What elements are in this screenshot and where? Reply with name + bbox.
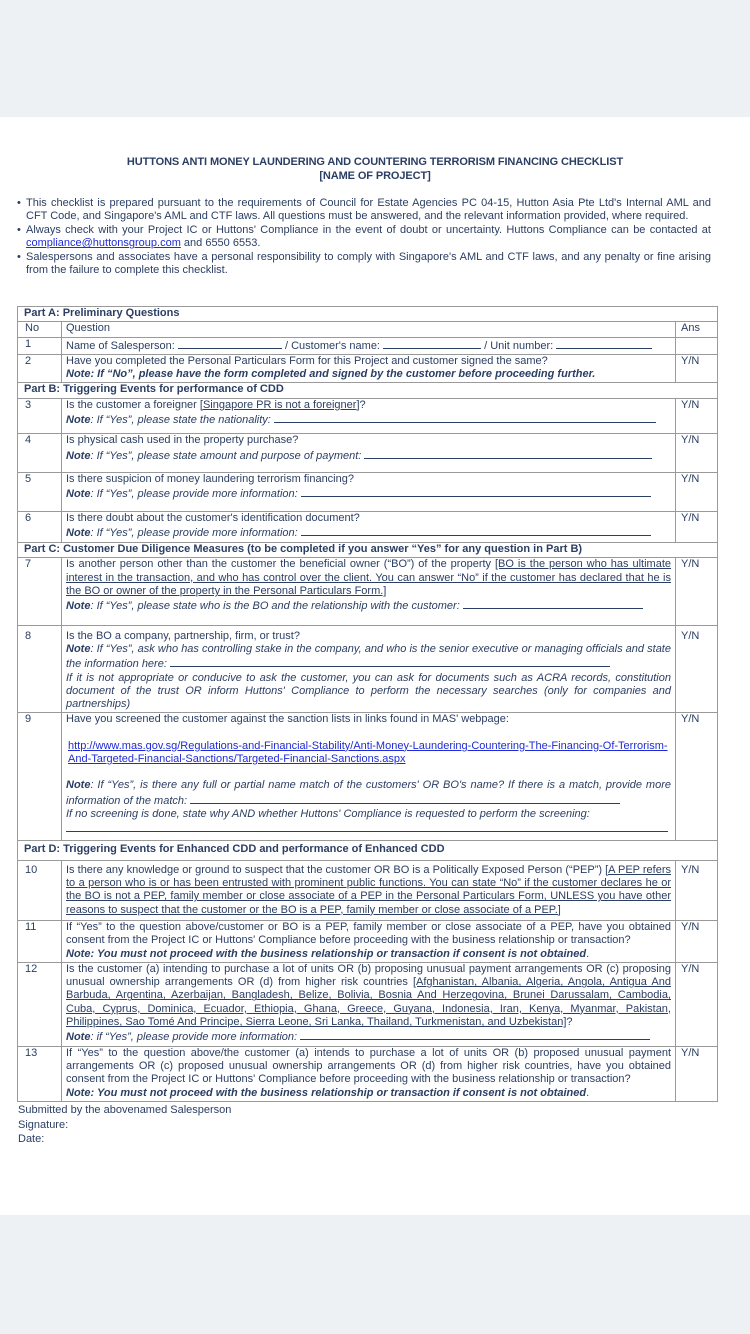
answer-cell[interactable]: Y/N	[676, 511, 718, 543]
table-row-q13: 13 If “Yes” to the question above/the customer (a) intends to purchase a lot of units OR (b) proposed unusual payment arrangements OR (c) proposed unusual ownership arrangements OR (d) from higher risk countries, have you obtained consent from the Project IC or Huttons' Compliance before proceeding with the business relationship or transaction? Note: You must not proceed with the business relationship or transaction if consent is not obtained. Y/N	[18, 1046, 718, 1101]
table-row-q12: 12 Is the customer (a) intending to purchase a lot of units OR (b) proposing unusual payment arrangements OR (c) proposing unusual ownership arrangements OR (d) from higher risk countries [Afghanistan, Albania, Algeria, Angola, Antigua And Barbuda, Argentina, Azerbaijan, Bangladesh, Belize, Bolivia, Bosnia And Herzegovina, Brunei Darussalam, Cambodia, Cuba, Cyprus, Dominica, Ecuador, Ethiopia, Ghana, Greece, Guyana, Indonesia, Iran, Kenya, Myanmar, Pakistan, Philippines, Sao Tomé And Principe, Sierra Leone, Sri Lanka, Thailand, Turkmenistan, and Uzbekistan]? Note: if “Yes”, please provide more information: Y/N	[18, 962, 718, 1046]
mas-sanctions-link[interactable]: http://www.mas.gov.sg/Regulations-and-Financial-Stability/Anti-Money-Laundering-Countering-The-Financing-Of-Terrorism-And-Targeted-Financial-Sanctions/Targeted-Financial-Sanctions.aspx	[68, 739, 668, 766]
unit-number-field[interactable]	[556, 338, 652, 349]
table-header-row	[18, 322, 718, 337]
answer-cell[interactable]: Y/N	[676, 713, 718, 840]
part-d-header: Part D: Triggering Events for Enhanced CDD and performance of Enhanced CDD	[18, 840, 718, 860]
table-row-q4: 4 Is physical cash used in the property purchase? Note: If “Yes”, please state amount and purpose of payment: Y/N	[18, 434, 718, 473]
table-row-q3: 3 Is the customer a foreigner [Singapore PR is not a foreigner]? Note: If “Yes”, please state the nationality: Y/N	[18, 398, 718, 434]
answer-cell[interactable]: Y/N	[676, 625, 718, 713]
instruction-item: • This checklist is prepared pursuant to the requirements of Council for Estate Agencies PC 04-15, Hutton Asia Pte Ltd's Internal AML and CFT Code, and Singapore's AML and CTF laws. All questions must be answered, and the relevant information provided, where required.	[17, 197, 711, 224]
answer-cell[interactable]: Y/N	[676, 962, 718, 1046]
table-row-q6: 6 Is there doubt about the customer's identification document? Note: If “Yes”, please provide more information: Y/N	[18, 511, 718, 543]
document-page	[0, 117, 750, 1215]
table-row-q9: 9 Have you screened the customer against the sanction lists in links found in MAS' webpage: http://www.mas.gov.sg/Regulations-and-Financial-Stability/Anti-Money-Laundering-Countering-The-Financing-Of-Terrorism-And-Targeted-Financial-Sanctions/Targeted-Financial-Sanctions.aspx Note: If “Yes”, is there any full or partial name match of the customers' OR BO's name? If there is a match, provide more information of the match: If no screening is done, state why AND whether Huttons' Compliance is requested to perform the screening: Y/N	[18, 713, 718, 840]
nationality-field[interactable]	[274, 412, 656, 423]
instructions-list	[17, 197, 711, 277]
document-title	[0, 155, 750, 183]
screening-reason-field[interactable]	[66, 821, 668, 832]
instruction-item: • Salespersons and associates have a personal responsibility to comply with Singapore's AML and CTF laws, and any penalty or fine arising from the failure to complete this checklist.	[17, 251, 711, 278]
checklist-title: HUTTONS ANTI MONEY LAUNDERING AND COUNTERING TERRORISM FINANCING CHECKLIST	[126, 156, 624, 168]
bo-relationship-field[interactable]	[463, 598, 643, 609]
table-row-q8: 8 Is the BO a company, partnership, firm, or trust? Note: If “Yes”, ask who has controlling stake in the company, and who is the senior executive or managing officials and state the information here: If it is not appropriate or conducive to ask the customer, you can ask for documents such as ACRA records, constitution document of the trust OR inform Huttons' Compliance to perform the necessary searches (only for companies and partnerships) Y/N	[18, 625, 718, 713]
answer-cell[interactable]: Y/N	[676, 920, 718, 962]
column-header-question: Question	[62, 322, 676, 337]
answer-cell[interactable]: Y/N	[676, 860, 718, 920]
column-header-ans: Ans	[676, 322, 718, 337]
answer-cell[interactable]: Y/N	[676, 472, 718, 511]
compliance-email-link[interactable]: compliance@huttonsgroup.com	[26, 237, 181, 250]
date-label: Date:	[18, 1133, 45, 1145]
answer-cell[interactable]: Y/N	[676, 354, 718, 383]
suspicion-info-field[interactable]	[301, 486, 651, 497]
submitted-by-label: Submitted by the abovenamed Salesperson	[18, 1104, 232, 1116]
id-doubt-info-field[interactable]	[301, 525, 651, 536]
checklist-table	[17, 306, 718, 1102]
instruction-item: • Always check with your Project IC or Huttons' Compliance in the event of doubt or uncertainty. Huttons Compliance can be contacted at compliance@huttonsgroup.com and 6550 6553.	[17, 224, 711, 251]
bo-company-info-field[interactable]	[170, 656, 610, 667]
answer-cell[interactable]: Y/N	[676, 558, 718, 625]
part-a-header: Part A: Preliminary Questions	[18, 307, 718, 322]
table-row-q5: 5 Is there suspicion of money laundering terrorism financing? Note: If “Yes”, please provide more information: Y/N	[18, 472, 718, 511]
name-match-info-field[interactable]	[190, 793, 620, 804]
risk-info-field[interactable]	[300, 1029, 650, 1040]
column-header-no: No	[18, 322, 62, 337]
cash-payment-field[interactable]	[364, 448, 652, 459]
answer-cell[interactable]: Y/N	[676, 398, 718, 434]
table-row-q1: 1 Name of Salesperson: / Customer's name: / Unit number:	[18, 337, 718, 354]
table-row-q2: 2 Have you completed the Personal Particulars Form for this Project and customer signed the same? Note: If “No”, please have the form completed and signed by the customer before proceeding further. Y/N	[18, 354, 718, 383]
signature-label: Signature:	[18, 1118, 69, 1131]
customer-name-field[interactable]	[383, 338, 481, 349]
part-b-header: Part B: Triggering Events for performance of CDD	[18, 383, 718, 398]
signature-block	[18, 1103, 231, 1147]
table-row-q10: 10 Is there any knowledge or ground to suspect that the customer OR BO is a Politically Exposed Person (“PEP”) [A PEP refers to a person who is or has been entrusted with prominent public functions. You can state “No” if the customer declares he or the BO is not a PEP, family member or close associate of a PEP in the Personal Particulars Form, UNLESS you have other reasons to suspect that the customer or the BO is a PEP, family member or close associate of a PEP.] Y/N	[18, 860, 718, 920]
answer-cell[interactable]: Y/N	[676, 434, 718, 473]
project-name: [NAME OF PROJECT]	[319, 170, 431, 182]
answer-cell[interactable]	[676, 337, 718, 354]
table-row-q7: 7 Is another person other than the customer the beneficial owner (“BO”) of the property [BO is the person who has ultimate interest in the transaction, and who has control over the client. You can answer “No” if the customer has declared that he is the BO or owner of the property in the Personal Particulars Form.] Note: If “Yes”, please state who is the BO and the relationship with the customer: Y/N	[18, 558, 718, 625]
table-row-q11: 11 If “Yes” to the question above/customer or BO is a PEP, family member or close associate of a PEP, have you obtained consent from the Project IC or Huttons' Compliance before proceeding with the business relationship or transaction? Note: You must not proceed with the business relationship or transaction if consent is not obtained. Y/N	[18, 920, 718, 962]
salesperson-name-field[interactable]	[178, 338, 282, 349]
answer-cell[interactable]: Y/N	[676, 1046, 718, 1101]
part-c-header: Part C: Customer Due Diligence Measures (to be completed if you answer “Yes” for any question in Part B)	[18, 543, 718, 558]
